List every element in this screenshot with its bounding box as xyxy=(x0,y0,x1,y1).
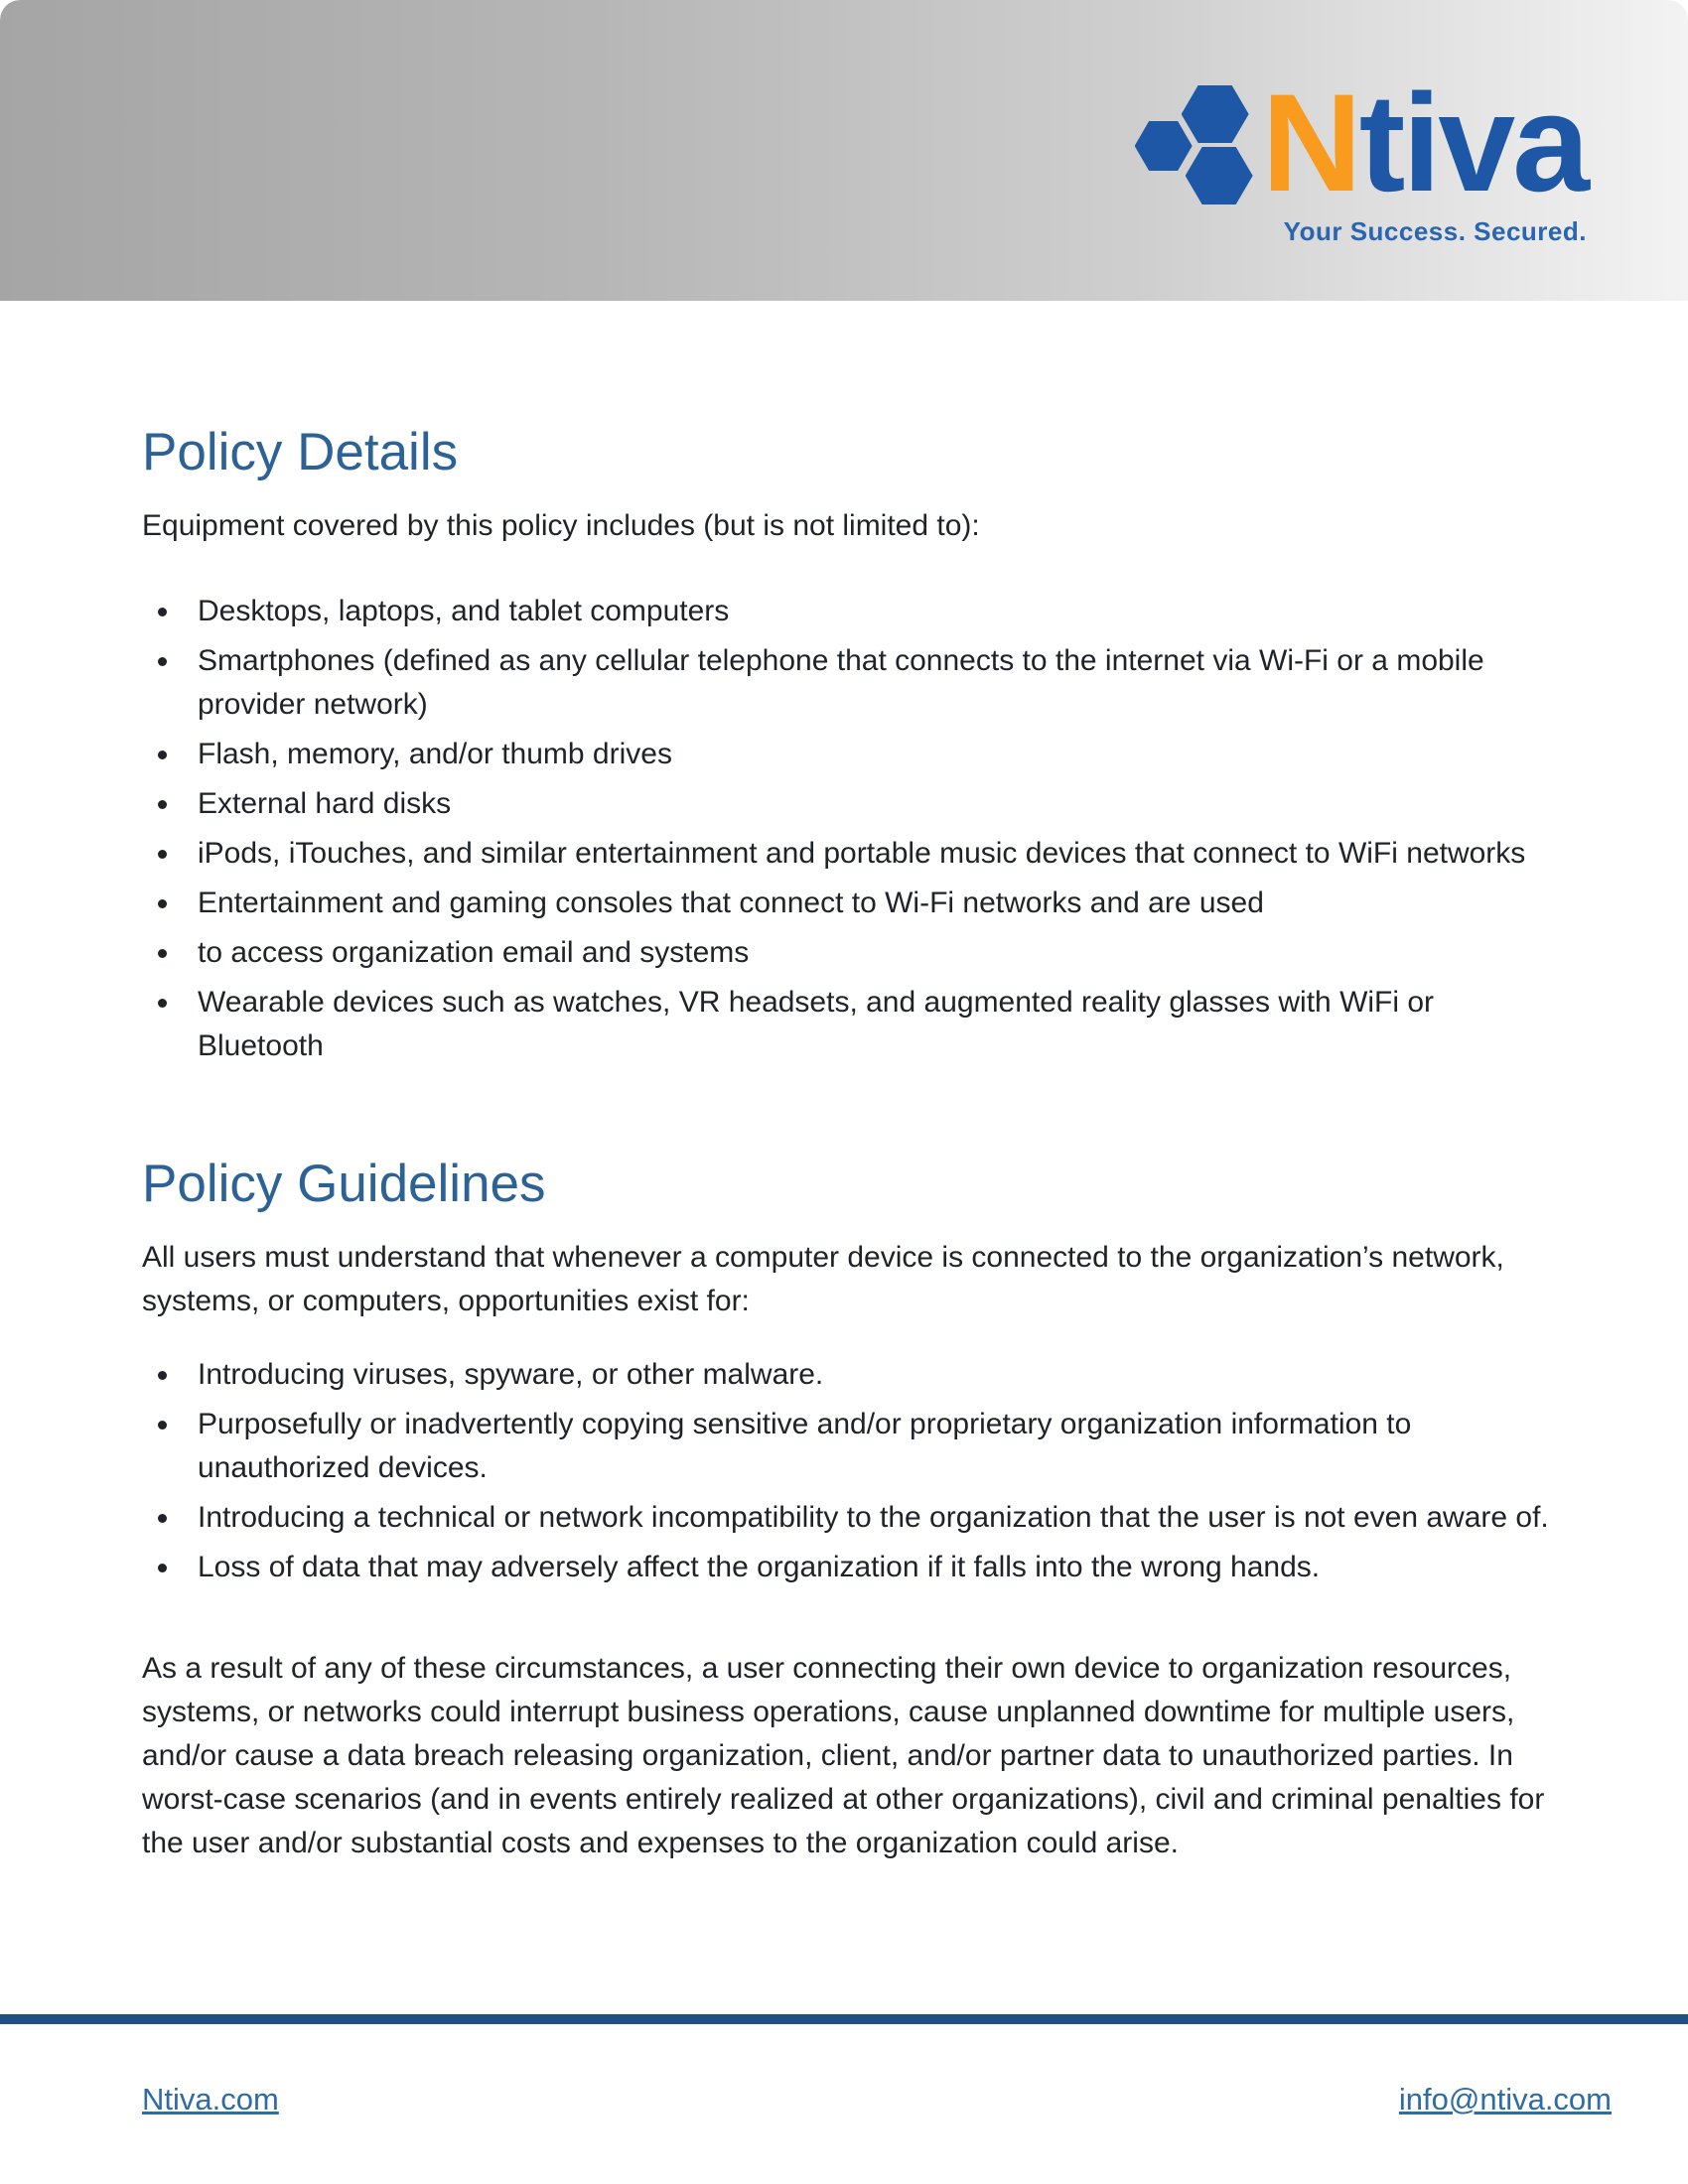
policy-guidelines-intro: All users must understand that whenever a computer device is connected to the organization’s network, systems, or computers, opportunities exist for: xyxy=(142,1241,1504,1317)
hexagon-icon xyxy=(1135,121,1193,171)
email-link[interactable]: info@ntiva.com xyxy=(1398,2082,1612,2116)
hexagon-icon xyxy=(1186,147,1253,205)
wordmark-tiva: tiva xyxy=(1358,65,1587,220)
list-item: • Entertainment and gaming consoles that connect to Wi-Fi networks and are used xyxy=(182,882,1559,925)
closing-paragraph: As a result of any of these circumstances, a user connecting their own device to organization resources, systems, or networks could interrupt business operations, cause unplanned downtime for multiple users, and/or cause a data breach releasing organization, client, and/or partner data to unauthorized parties. In worst-case scenarios (and in events entirely realized at other organizations), civil and criminal penalties for the user and/or substantial costs and expenses to the organization could arise. xyxy=(142,1652,1545,1859)
list-item: • Smartphones (defined as any cellular telephone that connects to the internet via Wi-Fi or a mobile provider network) xyxy=(182,639,1559,727)
ntiva-hexagons-icon xyxy=(1135,85,1254,206)
list-item: • Introducing a technical or network incompatibility to the organization that the user is not even aware of. xyxy=(182,1496,1559,1540)
document-body xyxy=(0,301,1688,1865)
list-item: • Wearable devices such as watches, VR headsets, and augmented reality glasses with WiFi or Bluetooth xyxy=(182,981,1559,1068)
list-item: • to access organization email and systems xyxy=(182,931,1559,975)
equipment-list xyxy=(142,590,1559,1068)
list-item: • iPods, iTouches, and similar entertainment and portable music devices that connect to WiFi networks xyxy=(182,832,1559,876)
list-item: • Loss of data that may adversely affect the organization if it falls into the wrong hands. xyxy=(182,1546,1559,1589)
page-header xyxy=(0,0,1688,301)
ntiva-logo xyxy=(1135,65,1587,247)
policy-details-intro: Equipment covered by this policy includes (but is not limited to): xyxy=(142,509,980,542)
page-footer xyxy=(142,2082,1612,2117)
list-item: • Introducing viruses, spyware, or other malware. xyxy=(182,1353,1559,1397)
policy-guidelines-heading: Policy Guidelines xyxy=(142,1155,546,1213)
wordmark-n: N xyxy=(1261,65,1359,220)
list-item: • Desktops, laptops, and tablet computers xyxy=(182,590,1559,633)
list-item: • External hard disks xyxy=(182,782,1559,826)
risks-list xyxy=(142,1353,1559,1589)
hexagon-icon xyxy=(1182,85,1249,143)
website-link[interactable]: Ntiva.com xyxy=(142,2082,279,2116)
logo-tagline: Your Success. Secured. xyxy=(1283,216,1587,246)
footer-divider xyxy=(0,2014,1688,2024)
list-item: • Purposefully or inadvertently copying sensitive and/or proprietary organization information to unauthorized devices. xyxy=(182,1403,1559,1490)
policy-details-heading: Policy Details xyxy=(142,423,459,481)
list-item: • Flash, memory, and/or thumb drives xyxy=(182,733,1559,776)
ntiva-wordmark xyxy=(1261,65,1587,220)
